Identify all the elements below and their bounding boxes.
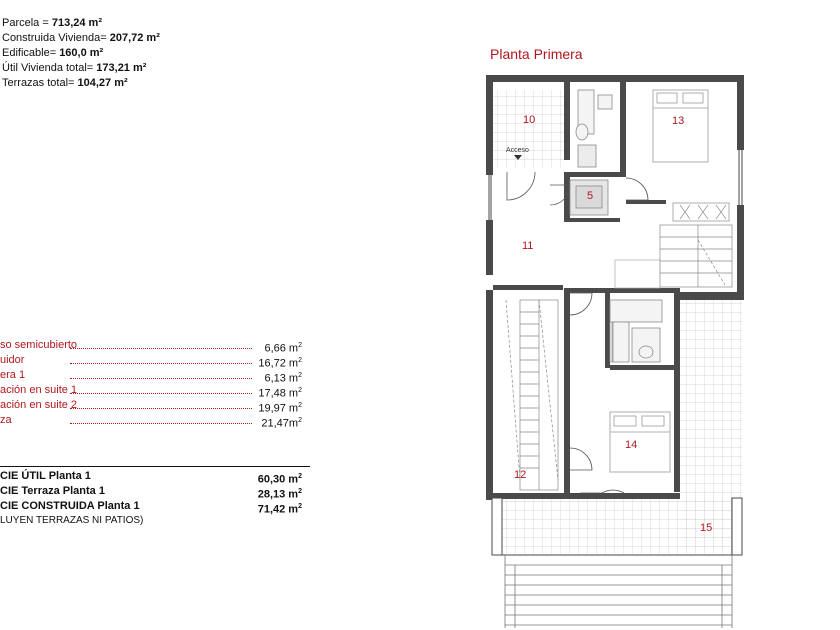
leader-dots — [70, 363, 252, 364]
room-row: ación en suite 1 17,48 $m^2$ — [0, 384, 302, 400]
room-5-label: 5 — [587, 190, 594, 202]
bathroom-fixtures — [570, 90, 662, 362]
summary-parcela: Parcela = 713,24 m² — [2, 17, 102, 29]
summary-util: Útil Vivienda total= 173,21 m² — [2, 62, 147, 74]
summary-terrazas: Terrazas total= 104,27 m² — [2, 77, 128, 89]
room-11-label: 11 — [522, 240, 534, 252]
leader-dots — [70, 408, 252, 409]
terrace-10 — [492, 90, 564, 168]
acceso-label: Acceso — [506, 147, 529, 154]
room-area-list — [0, 338, 310, 428]
total-row: CIE CONSTRUIDA Planta 1 71,42 $m^2$ — [0, 500, 302, 516]
leader-dots — [70, 423, 252, 424]
exterior-stair — [505, 555, 732, 628]
leader-dots — [70, 378, 252, 379]
plan-title: Planta Primera — [490, 46, 583, 62]
floor-totals — [0, 466, 310, 528]
summary-edificable: Edificable= 160,0 m² — [2, 47, 104, 59]
room-12-label: 12 — [514, 469, 527, 481]
room-row: ación en suite 2 19,97 $m^2$ — [0, 399, 302, 415]
total-row: CIE ÚTIL Planta 1 60,30 $m^2$ — [0, 470, 302, 486]
floor-plan — [470, 60, 760, 628]
summary-construida: Construida Vivienda= 207,72 m² — [2, 32, 160, 44]
room-13-label: 13 — [672, 115, 685, 127]
room-15-label: 15 — [700, 522, 713, 534]
leader-dots — [70, 393, 252, 394]
leader-dots — [70, 348, 252, 349]
room-10-label: 10 — [523, 114, 536, 126]
room-14-label: 14 — [625, 439, 638, 451]
total-row: CIE Terraza Planta 1 28,13 $m^2$ — [0, 485, 302, 501]
room-row: era 1 6,13 $m^2$ — [0, 369, 302, 385]
room-row: so semicubierto 6,66 $m^2$ — [0, 339, 302, 355]
room-row: za $21,47m^2$ — [0, 414, 302, 430]
area-summary — [2, 16, 160, 91]
room-row: uidor 16,72 $m^2$ — [0, 354, 302, 370]
totals-note: LUYEN TERRAZAS NI PATIOS) — [0, 515, 144, 526]
